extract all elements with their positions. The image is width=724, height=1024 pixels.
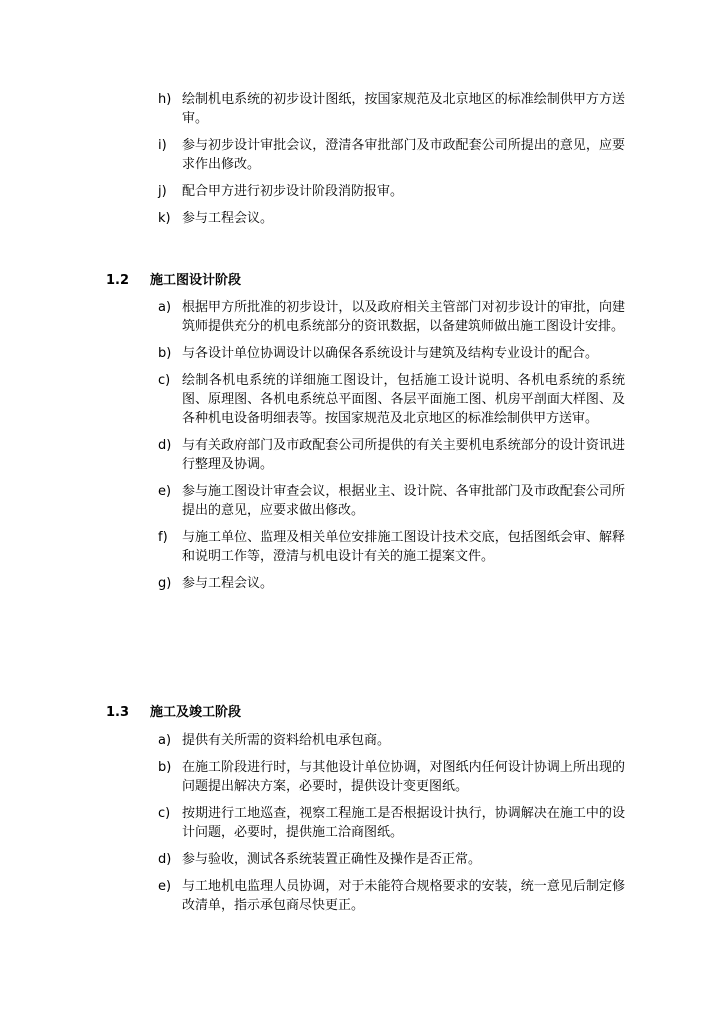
list-marker: e)	[158, 484, 172, 499]
list-marker: b)	[158, 346, 172, 361]
list-text: 参与验收，测试各系统装置正确性及操作是否正常。	[182, 852, 482, 867]
list-text: 绘制机电系统的初步设计图纸，按国家规范及北京地区的标准绘制供甲方方送审。	[182, 92, 625, 126]
list-item	[150, 877, 625, 915]
list-item	[150, 850, 625, 869]
list-item	[150, 436, 625, 474]
list-marker: g)	[158, 576, 172, 591]
list-item	[150, 574, 625, 593]
list-marker: c)	[158, 806, 171, 821]
list-text: 参与工程会议。	[182, 576, 274, 591]
list-item	[150, 344, 625, 363]
list-marker: d)	[158, 438, 172, 453]
list-text: 参与工程会议。	[182, 211, 274, 226]
list-item	[150, 298, 625, 336]
section-number: 1.3	[106, 705, 130, 720]
list-marker: i)	[158, 138, 167, 153]
list-text: 与施工单位、监理及相关单位安排施工图设计技术交底，包括图纸会审、解释和说明工作等，澄清与机电设计有关的施工提案文件。	[182, 530, 625, 564]
list-item	[150, 731, 625, 750]
list-top	[150, 90, 625, 236]
list-section-1-3	[150, 731, 625, 923]
list-marker: e)	[158, 879, 172, 894]
list-marker: b)	[158, 760, 172, 775]
list-marker: c)	[158, 373, 171, 388]
list-item	[150, 758, 625, 796]
list-text: 绘制各机电系统的详细施工图设计，包括施工设计说明、各机电系统的系统图、原理图、各机电系统总平面图、各层平面施工图、机房平剖面大样图、及各种机电设备明细表等。按国家规范及北京地区的标准绘制供甲方送审。	[182, 373, 625, 426]
list-marker: a)	[158, 300, 172, 315]
section-heading-1-3	[106, 703, 241, 722]
list-text: 与有关政府部门及市政配套公司所提供的有关主要机电系统部分的设计资讯进行整理及协调。	[182, 438, 625, 472]
list-item	[150, 209, 625, 228]
section-number: 1.2	[106, 273, 130, 288]
list-item	[150, 482, 625, 520]
list-text: 按期进行工地巡查，视察工程施工是否根据设计执行，协调解决在施工中的设计问题，必要时，提供施工洽商图纸。	[182, 806, 625, 840]
section-heading-1-2	[106, 271, 241, 290]
list-item	[150, 90, 625, 128]
list-section-1-2	[150, 298, 625, 601]
list-marker: j)	[158, 184, 167, 199]
list-text: 与工地机电监理人员协调，对于未能符合规格要求的安装，统一意见后制定修改清单，指示承包商尽快更正。	[182, 879, 625, 913]
list-text: 参与施工图设计审查会议，根据业主、设计院、各审批部门及市政配套公司所提出的意见，应要求做出修改。	[182, 484, 625, 518]
list-text: 在施工阶段进行时，与其他设计单位协调，对图纸内任何设计协调上所出现的问题提出解决方案，必要时，提供设计变更图纸。	[182, 760, 625, 794]
list-item	[150, 528, 625, 566]
list-text: 参与初步设计审批会议，澄清各审批部门及市政配套公司所提出的意见，应要求作出修改。	[182, 138, 625, 172]
list-item	[150, 804, 625, 842]
list-marker: f)	[158, 530, 168, 545]
list-marker: a)	[158, 733, 172, 748]
list-marker: d)	[158, 852, 172, 867]
list-item	[150, 371, 625, 428]
list-item	[150, 182, 625, 201]
list-text: 根据甲方所批准的初步设计，以及政府相关主管部门对初步设计的审批，向建筑师提供充分的机电系统部分的资讯数据，以备建筑师做出施工图设计安排。	[182, 300, 625, 334]
list-marker: h)	[158, 92, 172, 107]
section-title: 施工图设计阶段	[150, 273, 242, 288]
list-text: 与各设计单位协调设计以确保各系统设计与建筑及结构专业设计的配合。	[182, 346, 599, 361]
list-marker: k)	[158, 211, 171, 226]
list-item	[150, 136, 625, 174]
section-title: 施工及竣工阶段	[150, 705, 242, 720]
list-text: 提供有关所需的资料给机电承包商。	[182, 733, 391, 748]
list-text: 配合甲方进行初步设计阶段消防报审。	[182, 184, 404, 199]
